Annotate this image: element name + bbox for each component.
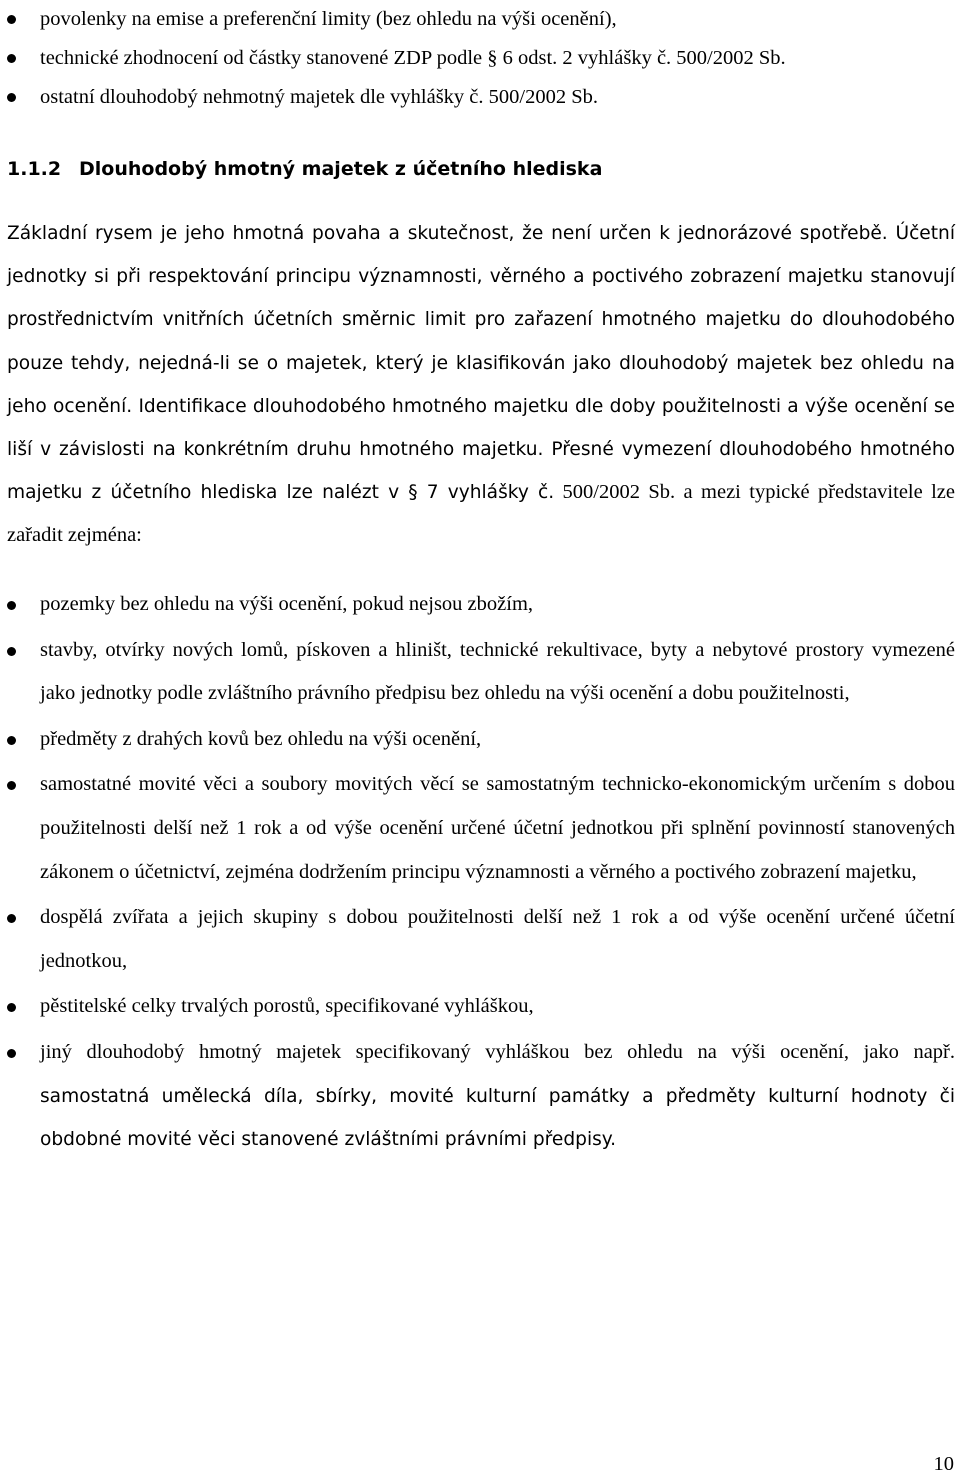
list-item [0,629,955,716]
list-item [0,896,955,983]
body-paragraph [7,212,955,558]
list-item-text: pěstitelské celky trvalých porostů, specifikované vyhláškou, [40,995,534,1018]
paragraph-text: Základní rysem je jeho hmotná povaha a skutečnost, že není určen k jednorázové spotřebě. Účetní jednotky si při respektování principu významnosti, věrného a poctivého zobrazení majetku stanovují prostřednictvím vnitřních účetních směrnic limit pro zařazení hmotného majetku do dlouhodobého pouze tehdy, nejedná-li se o majetek, který je klasifikován jako dlouhodobý majetek bez ohledu na jeho ocenění. Identifikace dlouhodobého hmotného majetku dle doby použitelnosti a výše ocenění se liší v závislosti na konkrétním druhu hmotného majetku. Přesné vymezení dlouhodobého hmotného majetku z účetního hlediska lze nalézt v § 7 vyhlášky č. [7,223,955,504]
list-item: povolenky na emise a preferenční limity (bez ohledu na výši ocenění), [0,0,955,39]
list-item [0,718,955,762]
section-title: Dlouhodobý hmotný majetek z účetního hlediska [79,158,603,180]
section-number: 1.1.2 [7,158,62,180]
list-item: ostatní dlouhodobý nehmotný majetek dle vyhlášky č. 500/2002 Sb. [0,78,955,117]
paragraph-reference: 500/2002 Sb. [554,481,676,504]
page-number: 10 [933,1453,954,1475]
list-item-text: dospělá zvířata a jejich skupiny s dobou použitelnosti delší než 1 rok a od výše ocenění určené účetní jednotkou, [40,906,955,972]
paragraph-tail: a mezi typické představitele lze zařadit zejména: [7,481,955,547]
list-item [0,763,955,894]
top-bullet-list [0,0,955,117]
list-item-text-sans: samostatná umělecká díla, sbírky, movité kulturní památky a předměty kulturní hodnoty či obdobné movité věci stanovené zvláštními právními předpisy. [40,1085,955,1151]
section-heading [7,154,602,184]
list-item-text: stavby, otvírky nových lomů, pískoven a hliništ, technické rekultivace, byty a nebytové prostory vymezené jako jednotky podle zvláštního právního předpisu bez ohledu na výši ocenění a dobu použitelnosti, [40,638,955,705]
list-item-text: jiný dlouhodobý hmotný majetek specifikovaný vyhláškou bez ohledu na výši ocenění, jako např. [40,1040,955,1063]
main-bullet-list [0,583,955,1164]
list-item-text: samostatné movité věci a soubory movitých věcí se samostatným technicko-ekonomickým určením s dobou použitelnosti delší než 1 rok a od výše ocenění určené účetní jednotkou při splnění povinností stanovených zákonem o účetnictví, zejména dodržením principu významnosti a věrného a poctivého zobrazení majetku, [40,773,955,883]
list-item-text: předměty z drahých kovů bez ohledu na výši ocenění, [40,727,482,750]
list-item: technické zhodnocení od částky stanovené ZDP podle § 6 odst. 2 vyhlášky č. 500/2002 Sb. [0,39,955,78]
list-item-text: pozemky bez ohledu na výši ocenění, pokud nejsou zbožím, [40,593,534,615]
list-item [0,1031,955,1162]
list-item [0,583,955,627]
list-item [0,985,955,1029]
